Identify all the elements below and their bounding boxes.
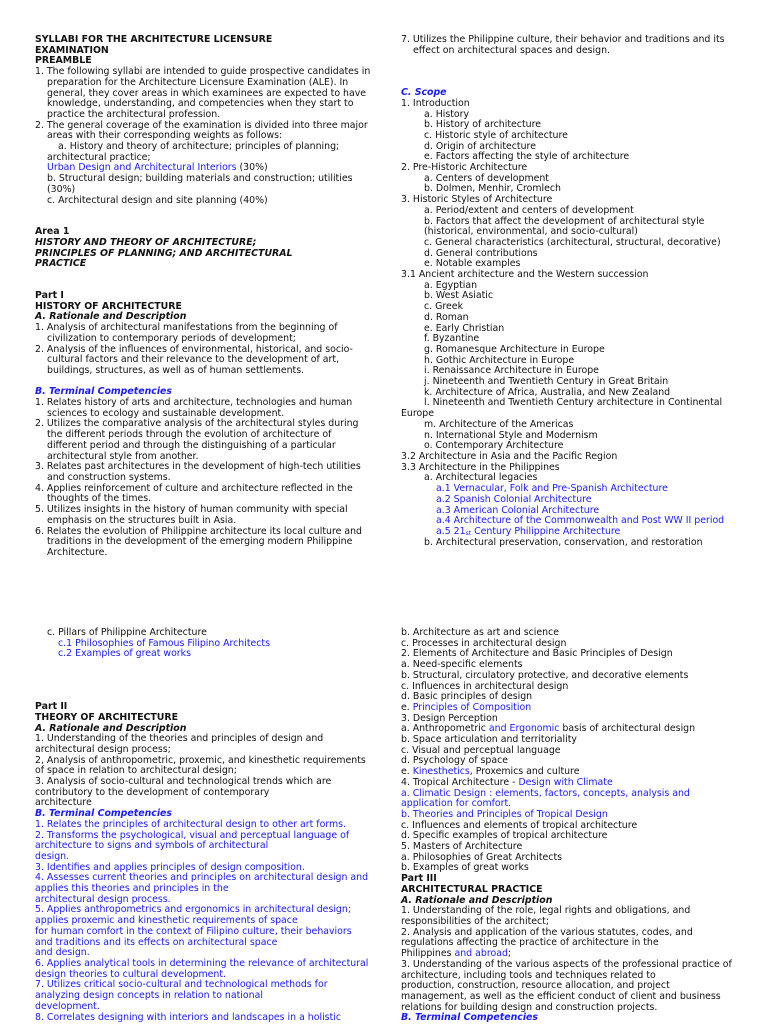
preamble-heading: PREAMBLE <box>35 55 92 67</box>
bottom-right-column <box>401 628 741 1024</box>
list-item: 5. Masters of Architecture <box>401 841 523 853</box>
scope-item: 2. Pre-Historic Architecture <box>401 162 528 174</box>
list-item: buildings, structures, as well as of human settlements. <box>47 364 305 376</box>
list-item: Architecture. <box>47 546 108 558</box>
list-item: traditions in the development of the emerging modern Philippine <box>47 536 353 548</box>
list-item: civilization to contemporary periods of development; <box>47 332 296 344</box>
list-item: d. Specific examples of tropical architecture <box>401 830 608 842</box>
list-item: 7. Utilizes the Philippine culture, their behavior and traditions and its <box>401 34 725 45</box>
list-item: applies this theories and principles in the <box>35 883 229 895</box>
list-item: and construction systems. <box>47 472 171 483</box>
document-title-cont: EXAMINATION <box>35 44 109 56</box>
section-heading: A. Rationale and Description <box>35 722 187 734</box>
scope-subitem: Europe <box>401 408 434 420</box>
list-item: contributory to the development of contemporary <box>35 786 270 798</box>
list-item: e. Kinesthetics, Proxemics and culture <box>401 766 580 778</box>
list-item: a. Climatic Design : elements, factors, concepts, analysis and <box>401 787 690 799</box>
list-item: for human comfort in the context of Filipino culture, their behaviors <box>35 925 352 937</box>
scope-subitem: b. History of architecture <box>424 119 541 131</box>
list-item: 6. Relates the evolution of Philippine architecture its local culture and <box>35 525 362 537</box>
list-item: c. Influences and elements of tropical architecture <box>401 819 638 831</box>
preamble-item: 2. The general coverage of the examination is divided into three major <box>35 119 368 131</box>
scope-subitem: a. History <box>424 108 470 120</box>
area-title: PRINCIPLES OF PLANNING; AND ARCHITECTURAL <box>35 247 293 259</box>
list-item: 2. Analysis of the influences of environmental, historical, and socio- <box>35 343 353 355</box>
list-item: 2. Transforms the psychological, visual and perceptual language of <box>35 829 350 841</box>
list-item: applies proxemic and kinesthetic requirements of space <box>35 915 298 927</box>
area-title: HISTORY AND THEORY OF ARCHITECTURE; <box>35 236 257 248</box>
preamble-item: preparation for the Architecture Licensure Examination (ALE). In <box>47 76 349 88</box>
preamble-item: knowledge, understanding, and competencies when they start to <box>47 98 354 110</box>
bottom-left-column <box>35 628 375 1023</box>
scope-subsubitem: a.3 American Colonial Architecture <box>436 504 600 516</box>
list-item: 4. Tropical Architecture - Design with Climate <box>401 776 613 788</box>
preamble-subitem: (30%) <box>47 183 76 195</box>
list-item: different period and through the distinguishing of a particular <box>47 439 336 451</box>
scope-subitem: h. Gothic Architecture in Europe <box>424 354 575 366</box>
document-title: SYLLABI FOR THE ARCHITECTURE LICENSURE <box>35 34 273 45</box>
list-item: c. Processes in architectural design <box>401 637 567 649</box>
preamble-subitem: architectural practice; <box>47 151 151 163</box>
scope-subitem: o. Contemporary Architecture <box>424 440 564 452</box>
list-item: 5. Utilizes insights in the history of human community with special <box>35 504 348 516</box>
area-title: PRACTICE <box>35 258 87 270</box>
list-item: 3. Design Perception <box>401 712 498 724</box>
list-item: application for comfort. <box>401 798 512 810</box>
top-right-column <box>401 35 741 548</box>
list-item: 6. Applies analytical tools in determining the relevance of architectural <box>35 957 369 969</box>
list-item: 7. Utilizes critical socio-cultural and technological methods for <box>35 979 328 991</box>
preamble-subitem: c. Architectural design and site planning (40%) <box>47 194 268 206</box>
list-item: production, construction, resource allocation, and project <box>401 980 670 992</box>
scope-subsubitem: a.1 Vernacular, Folk and Pre-Spanish Architecture <box>436 483 668 495</box>
list-item: of space in relation to architectural design; <box>35 765 237 777</box>
list-item: b. Space articulation and territoriality <box>401 734 577 746</box>
preamble-subitem: Urban Design and Architectural Interiors (30%) <box>47 162 268 174</box>
list-item: thoughts of the times. <box>47 493 152 505</box>
scope-subitem: c. General characteristics (architectural, structural, decorative) <box>424 236 721 248</box>
list-item: 8. Correlates designing with interiors and landscapes in a holistic <box>35 1011 342 1023</box>
list-item: 3. Understanding of the various aspects of the professional practice of <box>401 958 732 970</box>
section-heading: A. Rationale and Description <box>401 894 553 906</box>
list-item: cultural factors and their relevance to the development of art, <box>47 354 340 366</box>
list-item: 4. Applies reinforcement of culture and architecture reflected in the <box>35 482 353 494</box>
scope-subitem: b. Dolmen, Menhir, Cromlech <box>424 183 561 195</box>
scope-subitem: a. Period/extent and centers of development <box>424 204 634 216</box>
top-left-column <box>35 35 375 559</box>
list-item: a. Anthropometric and Ergonomic basis of architectural design <box>401 723 696 735</box>
area-heading: Area 1 <box>35 226 70 238</box>
scope-subitem: (historical, environmental, and socio-cultural) <box>424 226 638 238</box>
list-item: b. Theories and Principles of Tropical Design <box>401 808 608 820</box>
list-item: 2. Elements of Architecture and Basic Principles of Design <box>401 648 673 660</box>
part-heading: Part II <box>35 701 68 713</box>
list-item: d. Basic principles of design <box>401 691 533 703</box>
list-item: architecture, including tools and techniques related to <box>401 969 656 981</box>
scope-subitem: a. Centers of development <box>424 172 549 184</box>
list-subitem: c.2 Examples of great works <box>58 648 191 660</box>
list-item: 3. Identifies and applies principles of design composition. <box>35 861 305 873</box>
scope-subitem: k. Architecture of Africa, Australia, and New Zealand <box>424 386 671 398</box>
scope-subitem: a. Architectural legacies <box>424 472 538 484</box>
scope-subitem: d. Origin of architecture <box>424 140 536 152</box>
section-heading-blue: C. Scope <box>401 87 447 99</box>
scope-subsubitem: a.5 $21_{st}$ Century Philippine Architecture <box>436 525 621 537</box>
preamble-item: areas with their corresponding weights as follows: <box>47 130 283 142</box>
scope-item: 1. Introduction <box>401 97 470 109</box>
list-item: emphasis on the structures built in Asia. <box>47 514 237 526</box>
part-heading: Part III <box>401 873 437 885</box>
list-item: a. Need-specific elements <box>401 659 523 671</box>
part-title: ARCHITECTURAL PRACTICE <box>401 883 543 895</box>
list-item: c. Pillars of Philippine Architecture <box>47 627 207 638</box>
list-item: a. Philosophies of Great Architects <box>401 851 563 863</box>
preamble-item: 1. The following syllabi are intended to guide prospective candidates in <box>35 66 371 78</box>
list-item: 2. Analysis and application of the various statutes, codes, and <box>401 926 693 938</box>
scope-subitem: b. Factors that affect the development of architectural style <box>424 215 705 227</box>
list-item: 1. Understanding of the role, legal rights and obligations, and <box>401 905 691 917</box>
list-item: architectural design process; <box>35 743 171 755</box>
list-item: Philippines and abroad; <box>401 948 512 960</box>
scope-subsubitem: a.2 Spanish Colonial Architecture <box>436 493 592 505</box>
list-item: c. Visual and perceptual language <box>401 744 561 756</box>
scope-subitem: i. Renaissance Architecture in Europe <box>424 365 599 377</box>
list-item: b. Structural, circulatory protective, and decorative elements <box>401 669 689 681</box>
scope-subitem: c. Historic style of architecture <box>424 129 568 141</box>
part-title: HISTORY OF ARCHITECTURE <box>35 300 182 312</box>
list-item: e. Principles of Composition <box>401 701 532 713</box>
list-item: c. Influences in architectural design <box>401 680 569 692</box>
list-item: 2. Utilizes the comparative analysis of the architectural styles during <box>35 418 359 430</box>
scope-item: 3.1 Ancient architecture and the Western succession <box>401 269 649 281</box>
scope-subitem: b. West Asiatic <box>424 290 494 302</box>
list-item: b. Examples of great works <box>401 862 529 874</box>
list-item: 3. Relates past architectures in the development of high-tech utilities <box>35 461 361 473</box>
list-item: 4. Assesses current theories and principles on architectural design and <box>35 872 369 884</box>
list-item: sciences to ecology and sustainable development. <box>47 407 285 419</box>
list-item: effect on architectural spaces and design. <box>413 44 611 56</box>
list-item: and design. <box>35 947 90 959</box>
scope-subitem: e. Early Christian <box>424 322 505 334</box>
list-item: d. Psychology of space <box>401 755 509 767</box>
section-heading-blue: B. Terminal Competencies <box>35 808 172 820</box>
list-item: 1. Analysis of architectural manifestations from the beginning of <box>35 322 338 334</box>
scope-subitem: d. Roman <box>424 311 469 323</box>
list-item: 1. Relates history of arts and architecture, technologies and human <box>35 397 353 409</box>
scope-subitem: f. Byzantine <box>424 333 480 345</box>
scope-subitem: l. Nineteenth and Twentieth Century architecture in Continental <box>424 397 723 409</box>
list-item: design theories to cultural development. <box>35 968 227 980</box>
list-item: the different periods through the evolution of architecture of <box>47 429 332 441</box>
preamble-item: general, they cover areas in which examinees are expected to have <box>47 87 367 99</box>
preamble-subitem: b. Structural design; building materials and construction; utilities <box>47 173 353 185</box>
scope-subitem: d. General contributions <box>424 247 538 259</box>
scope-item: 3.2 Architecture in Asia and the Pacific Region <box>401 451 618 462</box>
list-item: development. <box>35 1000 100 1012</box>
list-item: architectural style from another. <box>47 450 199 462</box>
list-item: 2, Analysis of anthropometric, proxemic, and kinesthetic requirements <box>35 754 366 766</box>
list-item: architectural design process. <box>35 893 171 905</box>
scope-subitem: b. Architectural preservation, conservation, and restoration <box>424 536 703 548</box>
list-item: 1. Relates the principles of architectural design to other art forms. <box>35 818 347 830</box>
list-item: architecture to signs and symbols of architectural <box>35 840 269 852</box>
scope-subitem: e. Notable examples <box>424 258 521 270</box>
list-item: relations for building design and construction projects. <box>401 1001 658 1013</box>
list-item: design. <box>35 850 70 862</box>
list-item: 5. Applies anthropometrics and ergonomics in architectural design; <box>35 904 351 916</box>
list-item: architecture <box>35 797 92 809</box>
list-item: 1. Understanding of the theories and principles of design and <box>35 733 324 745</box>
scope-subitem: e. Factors affecting the style of architecture <box>424 151 630 163</box>
scope-item: 3.3 Architecture in the Philippines <box>401 461 560 473</box>
preamble-item: practice the architectural profession. <box>47 108 221 120</box>
scope-subitem: c. Greek <box>424 301 463 313</box>
scope-subitem: a. Egyptian <box>424 279 478 291</box>
part-title: THEORY OF ARCHITECTURE <box>35 711 179 723</box>
section-heading-blue: B. Terminal Competencies <box>35 386 172 398</box>
list-item: 3. Analysis of socio-cultural and technological trends which are <box>35 776 332 788</box>
preamble-subitem: a. History and theory of architecture; principles of planning; <box>58 141 340 153</box>
section-heading-blue: B. Terminal Competencies <box>401 1012 538 1024</box>
scope-item: 3. Historic Styles of Architecture <box>401 194 553 206</box>
scope-subitem: n. International Style and Modernism <box>424 429 598 441</box>
scope-subitem: m. Architecture of the Americas <box>424 418 574 430</box>
list-subitem: c.1 Philosophies of Famous Filipino Architects <box>58 637 270 649</box>
urban-design-highlight: Urban Design and Architectural Interiors <box>47 162 237 174</box>
section-heading: A. Rationale and Description <box>35 311 187 323</box>
list-item: and traditions and its effects on architectural space <box>35 936 278 948</box>
list-item: b. Architecture as art and science <box>401 627 560 638</box>
scope-subitem: j. Nineteenth and Twentieth Century in Great Britain <box>424 376 669 388</box>
list-item: regulations affecting the practice of architecture in the <box>401 937 659 949</box>
list-item: responsibilities of the architect; <box>401 915 550 927</box>
list-item: management, as well as the efficient conduct of client and business <box>401 990 721 1002</box>
scope-subitem: g. Romanesque Architecture in Europe <box>424 343 605 355</box>
scope-subsubitem: a.4 Architecture of the Commonwealth and Post WW II period <box>436 515 725 527</box>
part-heading: Part I <box>35 290 64 302</box>
list-item: analyzing design concepts in relation to national <box>35 990 263 1002</box>
